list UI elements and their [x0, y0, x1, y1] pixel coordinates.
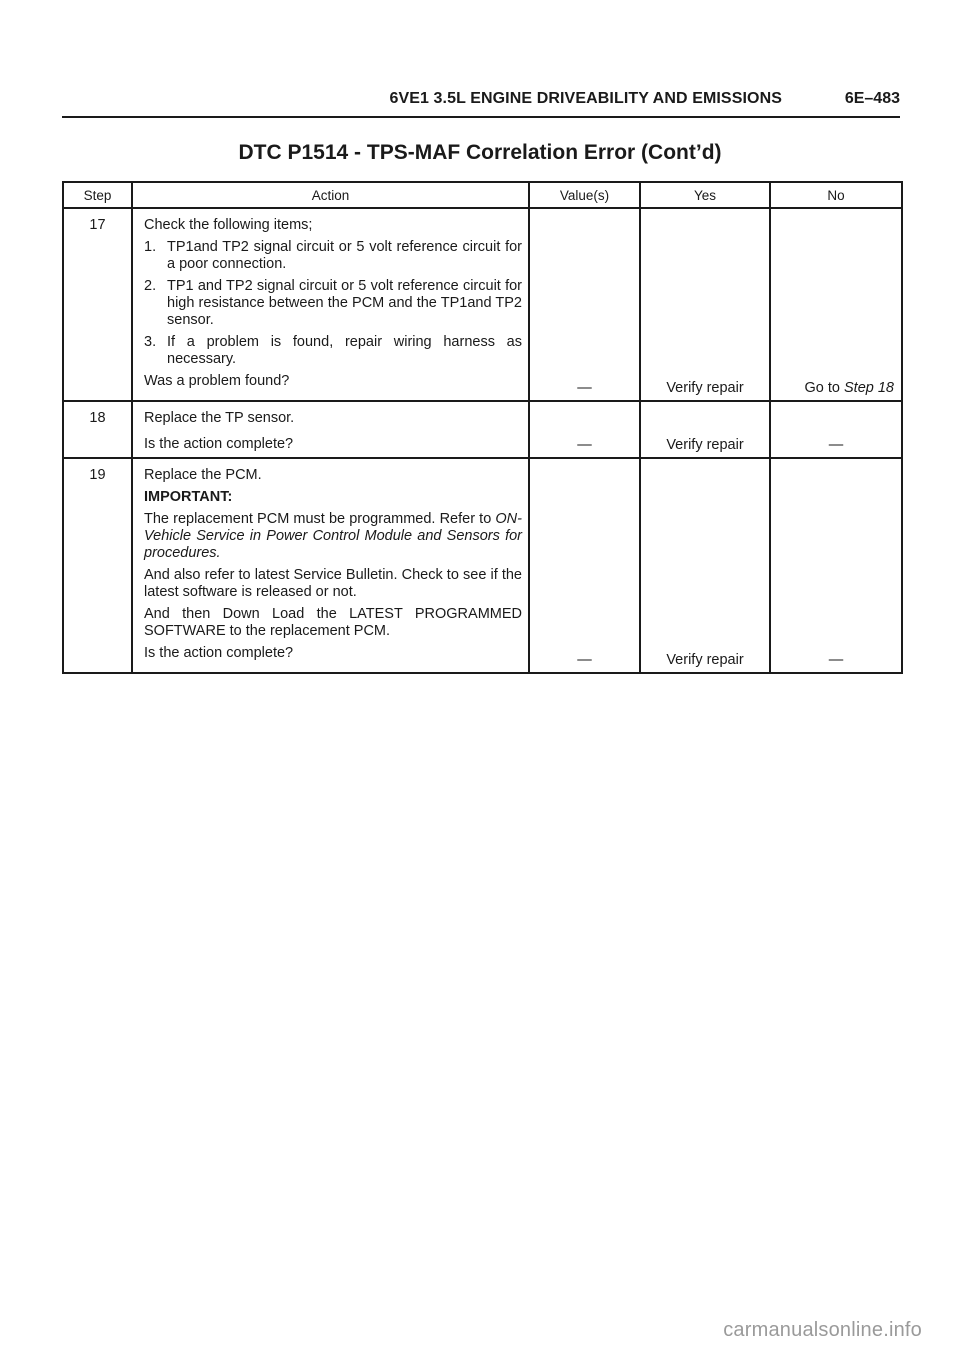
- yes-cell: [640, 458, 770, 673]
- action-item: [144, 334, 522, 368]
- table-row: [63, 208, 902, 401]
- table-row: [63, 401, 902, 458]
- table-row: [63, 458, 902, 673]
- col-header-step: Step: [63, 182, 132, 208]
- col-header-yes: Yes: [640, 182, 770, 208]
- action-item: [144, 278, 522, 329]
- yes-text: Verify repair: [666, 652, 744, 668]
- yes-text: Verify repair: [666, 380, 744, 396]
- values-cell: [529, 458, 640, 673]
- step-reference: Step 18: [844, 380, 894, 396]
- values-text: —: [577, 380, 592, 396]
- action-intro: Check the following items;: [144, 217, 313, 233]
- item-number: 1.: [144, 239, 157, 255]
- no-cell: [770, 401, 902, 458]
- yes-cell: [640, 401, 770, 458]
- action-question: Was a problem found?: [144, 373, 290, 389]
- action-item: [144, 239, 522, 273]
- no-cell: [770, 208, 902, 401]
- important-body: The replacement PCM must be programmed. Refer to: [144, 511, 492, 527]
- no-text: —: [828, 652, 844, 668]
- action-intro: Replace the TP sensor.: [144, 410, 295, 426]
- no-cell: [770, 458, 902, 673]
- no-text: —: [828, 437, 844, 453]
- action-cell: [132, 458, 529, 673]
- col-header-action: Action: [132, 182, 529, 208]
- values-text: —: [577, 437, 592, 453]
- values-cell: [529, 401, 640, 458]
- item-text: If a problem is found, repair wiring harness as necessary.: [167, 334, 522, 367]
- step-number: 17: [63, 208, 132, 401]
- action-cell: [132, 401, 529, 458]
- item-number: 2.: [144, 278, 157, 294]
- no-text: [805, 380, 895, 397]
- step-number: 19: [63, 458, 132, 673]
- item-text: TP1 and TP2 signal circuit or 5 volt reference circuit for high resistance between the PCM and the TP1and TP2 sensor.: [167, 278, 522, 328]
- item-number: 3.: [144, 334, 157, 350]
- col-header-values: Value(s): [529, 182, 640, 208]
- no-prefix: Go to: [804, 380, 844, 396]
- table-header-row: [63, 182, 902, 208]
- watermark: carmanualsonline.info: [723, 1319, 922, 1341]
- yes-cell: [640, 208, 770, 401]
- important-label: IMPORTANT:: [144, 489, 233, 505]
- action-question: Is the action complete?: [144, 645, 294, 661]
- page-header: [62, 88, 900, 118]
- action-note: And also refer to latest Service Bulletin. Check to see if the latest software is released or not.: [144, 567, 522, 600]
- page-title: DTC P1514 - TPS-MAF Correlation Error (Cont’d): [238, 141, 722, 164]
- important-reference: ON-Vehicle Service in Power Control Module and Sensors for procedures.: [144, 511, 522, 561]
- action-cell: [132, 208, 529, 401]
- values-text: —: [577, 652, 592, 668]
- section-title: 6VE1 3.5L ENGINE DRIVEABILITY AND EMISSIONS: [389, 90, 782, 107]
- action-intro: Replace the PCM.: [144, 467, 262, 483]
- col-header-no: No: [770, 182, 902, 208]
- values-cell: [529, 208, 640, 401]
- item-text: TP1and TP2 signal circuit or 5 volt reference circuit for a poor connection.: [167, 239, 522, 272]
- action-question: Is the action complete?: [144, 436, 294, 452]
- page-number: 6E–483: [844, 90, 900, 107]
- step-number: 18: [63, 401, 132, 458]
- diagnostic-table: [62, 181, 903, 674]
- important-text: [144, 511, 522, 562]
- yes-text: Verify repair: [666, 437, 744, 453]
- action-note: And then Down Load the LATEST PROGRAMMED SOFTWARE to the replacement PCM.: [144, 606, 522, 639]
